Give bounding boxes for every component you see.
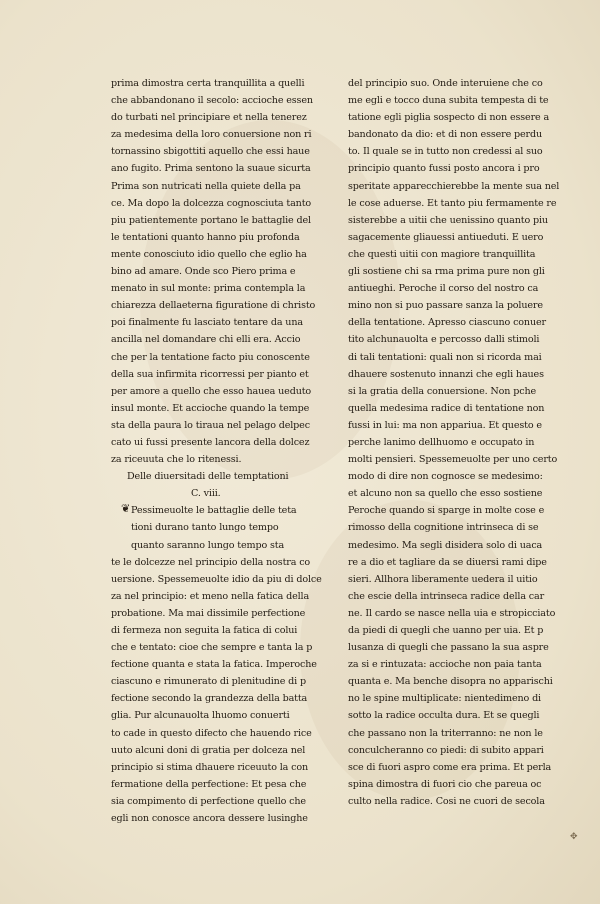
text-line: te le dolcezze nel principio della nostra co [111,556,311,568]
text-line: et alcuno non sa quello che esso sostiene [348,488,543,500]
text-line: ancilla nel domandare chi elli era. Accio [111,334,301,346]
text-line: che passano non la triterranno: ne non le [348,727,543,739]
text-line: ano fugito. Prima sentono la suaue sicurta [111,163,311,175]
text-line: principio quanto fussi posto ancora i pro [348,163,540,175]
text-line: che questi uitii con magiore tranquillita [348,248,536,260]
text-line: quella medesima radice di tentatione non [348,402,545,414]
text-line: za si e rintuzata: accioche non paia tanta [348,659,542,671]
paragraph-mark-icon: ❦ [121,502,131,515]
text-line: Peroche quando si sparge in molte cose e [348,505,545,517]
text-line: per amore a quello che esso hauea ueduto [111,385,312,397]
text-line: conculcheranno co piedi: di subito appari [348,744,544,756]
text-line: rimosso della cognitione intrinseca di se [348,522,539,534]
text-line: ne. Il cardo se nasce nella uia e stropicciato [348,607,556,619]
text-line: za nel principio: et meno nella fatica della [111,590,310,602]
text-line: medesimo. Ma segli disidera solo di uaca [348,539,543,551]
text-line: menato in sul monte: prima contempla la [111,283,306,295]
text-line: che per la tentatione facto piu conoscente [111,351,310,363]
text-line: di fermeza non seguita la fatica di colui [111,625,298,636]
text-line: tatione egli piglia sospecto di non essere a [348,112,550,124]
text-line: fermatione della perfectione: Et pesa che [111,778,307,790]
text-line: za medesima della loro conuersione non ri [111,129,312,141]
text-line: sotto la radice occulta dura. Et se quegli [348,710,540,722]
text-line: mino non si puo passare sanza la poluere [348,300,543,312]
text-line: uuto alcuni doni di gratia per dolceza nel [111,744,306,756]
text-line: poi finalmente fu lasciato tentare da una [111,317,303,329]
text-line: sce di fuori aspro come era prima. Et perla [348,761,552,773]
text-line: glia. Pur alcunauolta lhuomo conuerti [111,710,290,722]
text-line: speritate apparecchierebbe la mente sua nel [348,180,560,192]
text-line: lusanza di quegli che passano la sua aspre [348,642,549,654]
text-line: sieri. Allhora liberamente uedera il uitio [348,573,538,585]
text-line: le cose aduerse. Et tanto piu fermamente re [348,197,557,209]
text-line: za riceuuta che lo ritenessi. [111,454,242,466]
text-line: do turbati nel principiare et nella tenerez [111,112,307,124]
text-line: bino ad amare. Onde sco Piero prima e [111,266,296,278]
text-line: cato ui fussi presente lancora della dolcez [111,436,310,448]
text-line: che abbandonano il secolo: accioche essen [111,95,313,107]
text-line: sisterebbe a uitii che uenissino quanto piu [348,214,548,226]
text-line: insul monte. Et accioche quando la tempe [111,402,310,414]
text-line: no le spine multiplicate: nientedimeno di [348,693,541,705]
text-line: culto nella radice. Cosi ne cuori de secola [348,795,545,807]
text-line: sagacemente gliauessi antiueduti. E uero [348,231,544,243]
text-line: della sua infirmita ricorressi per pianto et [111,368,309,380]
text-line: tito alchunauolta e percosso dalli stimoli [348,334,540,346]
text-line: spina dimostra di fuori cio che pareua oc [348,778,542,790]
text-line: Prima son nutricati nella quiete della pa [111,180,301,192]
text-line: tornassino sbigottiti aquello che essi haue [111,146,310,158]
text-line: si la gratia della conuersione. Non pche [348,385,537,397]
text-line: da piedi di quegli che uanno per uia. Et p [348,625,544,636]
text-line: perche lanimo dellhuomo e occupato in [348,436,535,448]
text-line: molti pensieri. Spessemeuolte per uno certo [348,454,558,466]
text-line: to cade in questo difecto che hauendo rice [111,727,312,739]
text-line: fussi in lui: ma non appariua. Et questo e [348,419,542,431]
text-line: gli sostiene chi sa rma prima pure non gli [348,266,545,278]
text-line: quanto saranno lungo tempo sta [131,539,285,551]
text-line: fectione quanta e stata la fatica. Imperoche [111,659,317,671]
text-line: probatione. Ma mai dissimile perfectione [111,607,306,619]
text-line: ciascuno e rimunerato di plenitudine di p [111,676,306,688]
text-line: re a dio et tagliare da se diuersi rami dipe [348,556,547,568]
text-line: piu patientemente portano le battaglie del [111,214,311,226]
text-line: mente conosciuto idio quello che eglio ha [111,248,307,260]
text-line: modo di dire non cognosce se medesimo: [348,471,543,483]
text-line: uersione. Spessemeuolte idio da piu di dolce [111,573,322,585]
text-line: to. Il quale se in tutto non credessi al suo [348,146,543,158]
text-line: di tali tentationi: quali non si ricorda mai [348,351,542,363]
right-column [348,75,580,810]
text-line: chiarezza dellaeterna figuratione di christo [111,300,316,312]
text-line: principio si stima dhauere riceuuto la con [111,761,309,773]
text-line: quanta e. Ma benche disopra no apparischi [348,676,553,688]
text-line: egli non conosce ancora dessere lusinghe [111,813,308,825]
text-line: che e tentato: cioe che sempre e tanta la p [111,642,313,654]
text-line: le tentationi quanto hanno piu profonda [111,231,300,243]
text-line: sia compimento di perfectione quello che [111,795,306,807]
left-column [111,75,343,827]
text-line: che escie della intrinseca radice della car [348,590,545,602]
text-line: prima dimostra certa tranquillita a quelli [111,78,305,89]
text-line: tioni durano tanto lungo tempo [131,522,279,534]
text-line: della tentatione. Apresso ciascuno conuer [348,317,546,329]
text-line: Pessimeuolte le battaglie delle teta [131,505,297,517]
text-line: sta della paura lo tiraua nel pelago delpec [111,419,310,431]
text-line: antiueghi. Peroche il corso del nostro ca [348,283,539,295]
text-line: dhauere sostenuto innanzi che egli haues [348,368,544,380]
text-line: C. viii. [191,488,221,500]
text-line: bandonato da dio: et di non essere perdu [348,129,542,141]
ornament-icon: ✥ [570,832,578,842]
text-line: Delle diuersitadi delle temptationi [127,471,289,483]
text-line: del principio suo. Onde interuiene che co [348,78,543,89]
text-line: me egli e tocco duna subita tempesta di te [348,95,549,107]
text-line: fectione secondo la grandezza della batta [111,693,308,705]
text-line: ce. Ma dopo la dolcezza cognosciuta tanto [111,197,312,209]
